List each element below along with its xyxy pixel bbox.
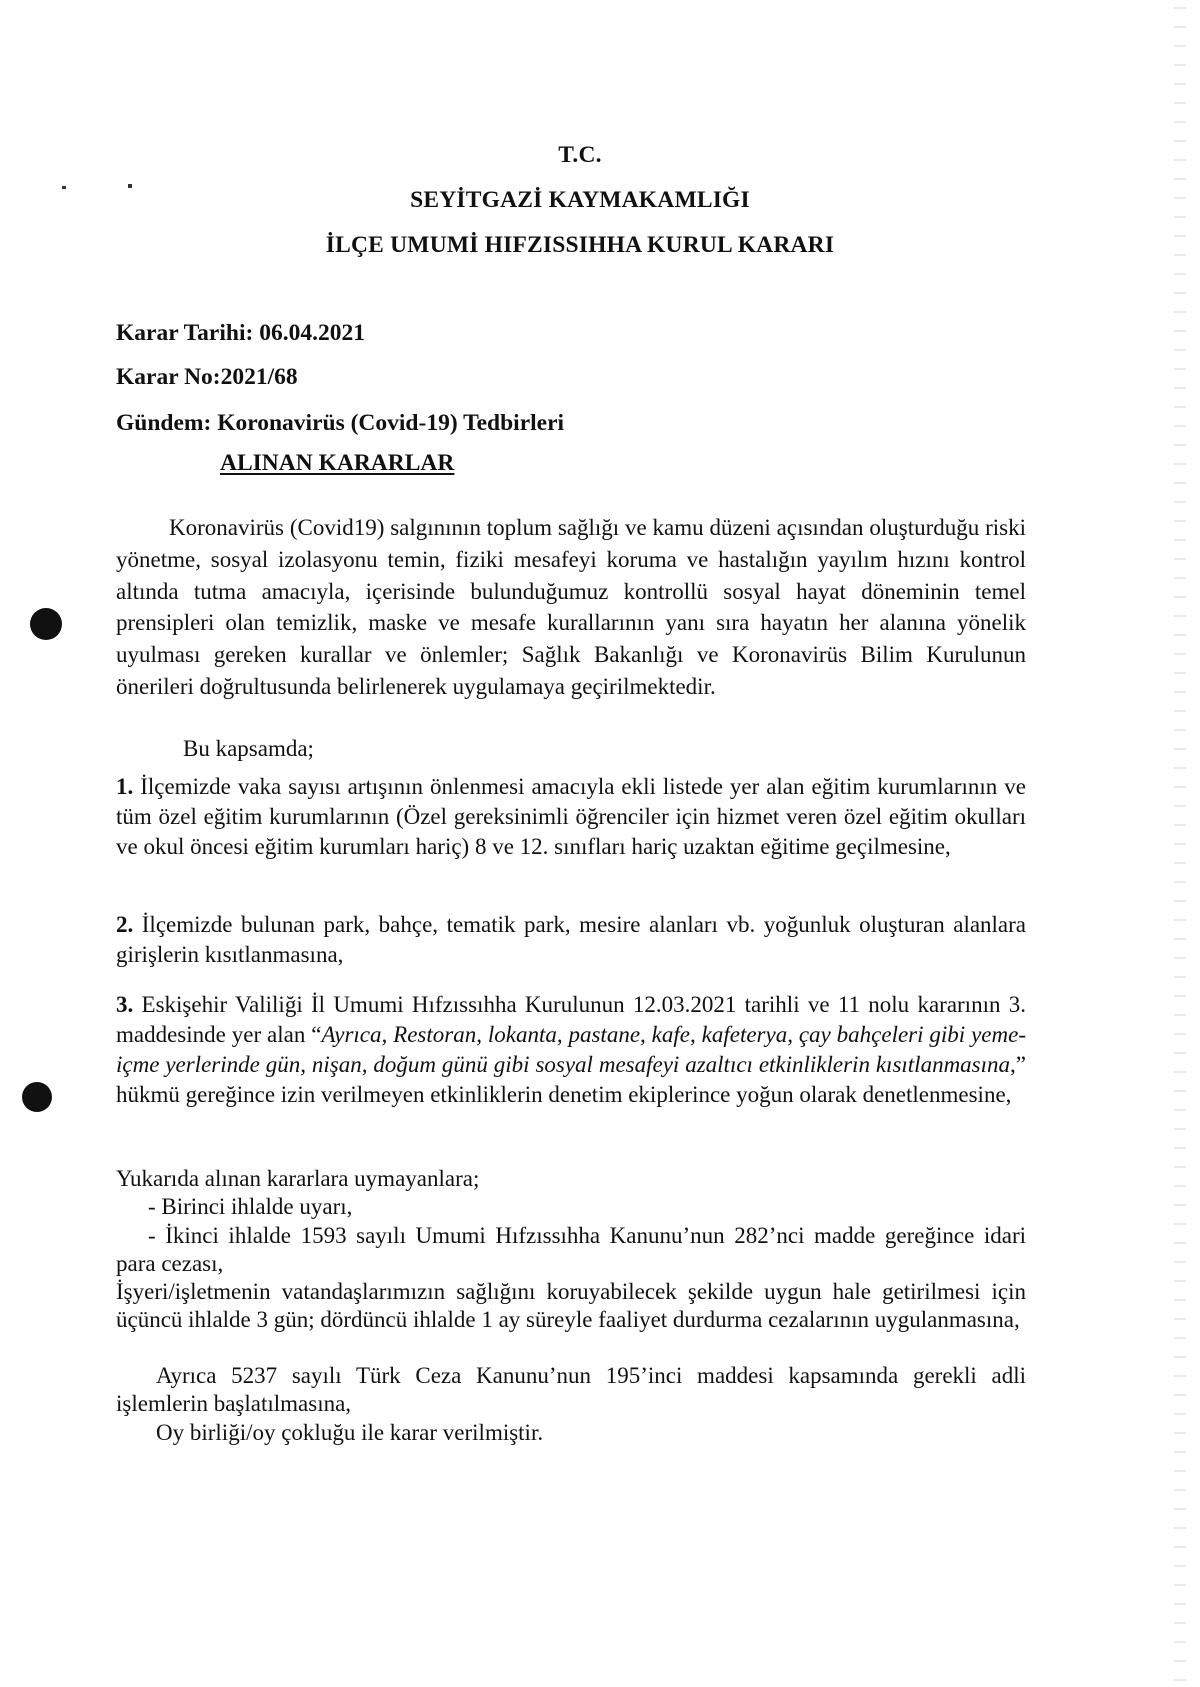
penalty-second [116, 1222, 1026, 1278]
decision-date: Karar Tarihi: 06.04.2021 [116, 320, 365, 346]
header-document-title: İLÇE UMUMİ HIFZISSIHHA KURUL KARARI [325, 232, 835, 258]
item-text: Eskişehir Valiliği İl Umumi Hıfzıssıhha Kurulunun 12.03.2021 tarihli ve 11 nolu kararının 3. maddesinde yer alan “ [116, 992, 1026, 1047]
header-institution: SEYİTGAZİ KAYMAKAMLIĞI [410, 187, 750, 213]
decision-item-3 [116, 990, 1026, 1110]
section-title: ALINAN KARARLAR [220, 450, 455, 476]
item-number: 2. [116, 912, 134, 937]
penalty-third-text: İşyeri/işletmenin vatandaşlarımızın sağlığını koruyabilecek şekilde uygun hale getirilmesi için üçüncü ihlalde 3 gün; dördüncü ihlalde 1 ay süreyle faaliyet durdurma cezalarının uygulanmasına, [116, 1279, 1026, 1332]
decision-number: Karar No:2021/68 [116, 364, 298, 390]
item-text-after: ” hükmü gereğince izin verilmeyen etkinliklerin denetim ekiplerince yoğun olarak denetlenmesine, [116, 1052, 1026, 1107]
penalty-third [116, 1278, 1026, 1334]
item-number: 1. [116, 774, 134, 799]
intro-text: Koronavirüs (Covid19) salgınının toplum sağlığı ve kamu düzeni açısından oluşturduğu riski yönetme, sosyal izolasyonu temin, fiziki mesafeyi koruma ve hastalığın yayılım hızını kontrol altında tutma amacıyla, içerisinde bulunduğumuz kontrollü sosyal hayat döneminin temel prensipleri olan temizlik, maske ve mesafe kurallarının yanı sıra hayatın her alanına yönelik uyulması gereken kurallar ve önlemler; Sağlık Bakanlığı ve Koronavirüs Bilim Kurulunun önerileri doğrultusunda belirlenerek uygulamaya geçirilmektedir. [116, 515, 1026, 699]
item-text: İlçemizde vaka sayısı artışının önlenmesi amacıyla ekli listede yer alan eğitim kurumlarının ve tüm özel eğitim kurumlarının (Özel gereksinimli öğrenciler için hizmet veren özel eğitim okulları ve okul öncesi eğitim kurumları hariç) 8 ve 12. sınıfları hariç uzaktan eğitime geçilmesine, [116, 774, 1026, 859]
penalty-second-text: - İkinci ihlalde 1593 sayılı Umumi Hıfzıssıhha Kanunu’nun 282’nci madde gereğince idari para cezası, [116, 1223, 1026, 1276]
punch-hole-bottom [22, 1082, 52, 1112]
bu-kapsamda: Bu kapsamda; [183, 736, 314, 761]
intro-paragraph [116, 512, 1026, 703]
item-text: İlçemizde bulunan park, bahçe, tematik park, mesire alanları vb. yoğunluk oluşturan alanlara girişlerin kısıtlanmasına, [116, 912, 1027, 967]
penalty-tck [116, 1362, 1026, 1418]
penalty-tck-text: Ayrıca 5237 sayılı Türk Ceza Kanunu’nun 195’inci maddesi kapsamında gerekli adli işlemlerin başlatılmasına, [116, 1363, 1026, 1416]
decision-item-2 [116, 910, 1026, 970]
closing-statement: Oy birliği/oy çokluğu ile karar verilmiştir. [156, 1420, 544, 1445]
punch-hole-top [30, 608, 62, 640]
penalty-first: - Birinci ihlalde uyarı, [148, 1194, 353, 1219]
decision-item-1 [116, 772, 1026, 862]
agenda: Gündem: Koronavirüs (Covid-19) Tedbirleri [116, 410, 565, 436]
header-tc: T.C. [558, 142, 602, 168]
penalty-lead: Yukarıda alınan kararlara uymayanlara; [116, 1166, 480, 1191]
scan-edge-artifact [1174, 0, 1186, 1687]
item-number: 3. [116, 992, 134, 1017]
item-quote: Ayrıca, Restoran, lokanta, pastane, kafe, kafeterya, çay bahçeleri gibi yeme-içme yerlerinde gün, nişan, doğum günü gibi sosyal mesafeyi azaltıcı etkinliklerin kısıtlanmasına, [116, 1022, 1026, 1077]
